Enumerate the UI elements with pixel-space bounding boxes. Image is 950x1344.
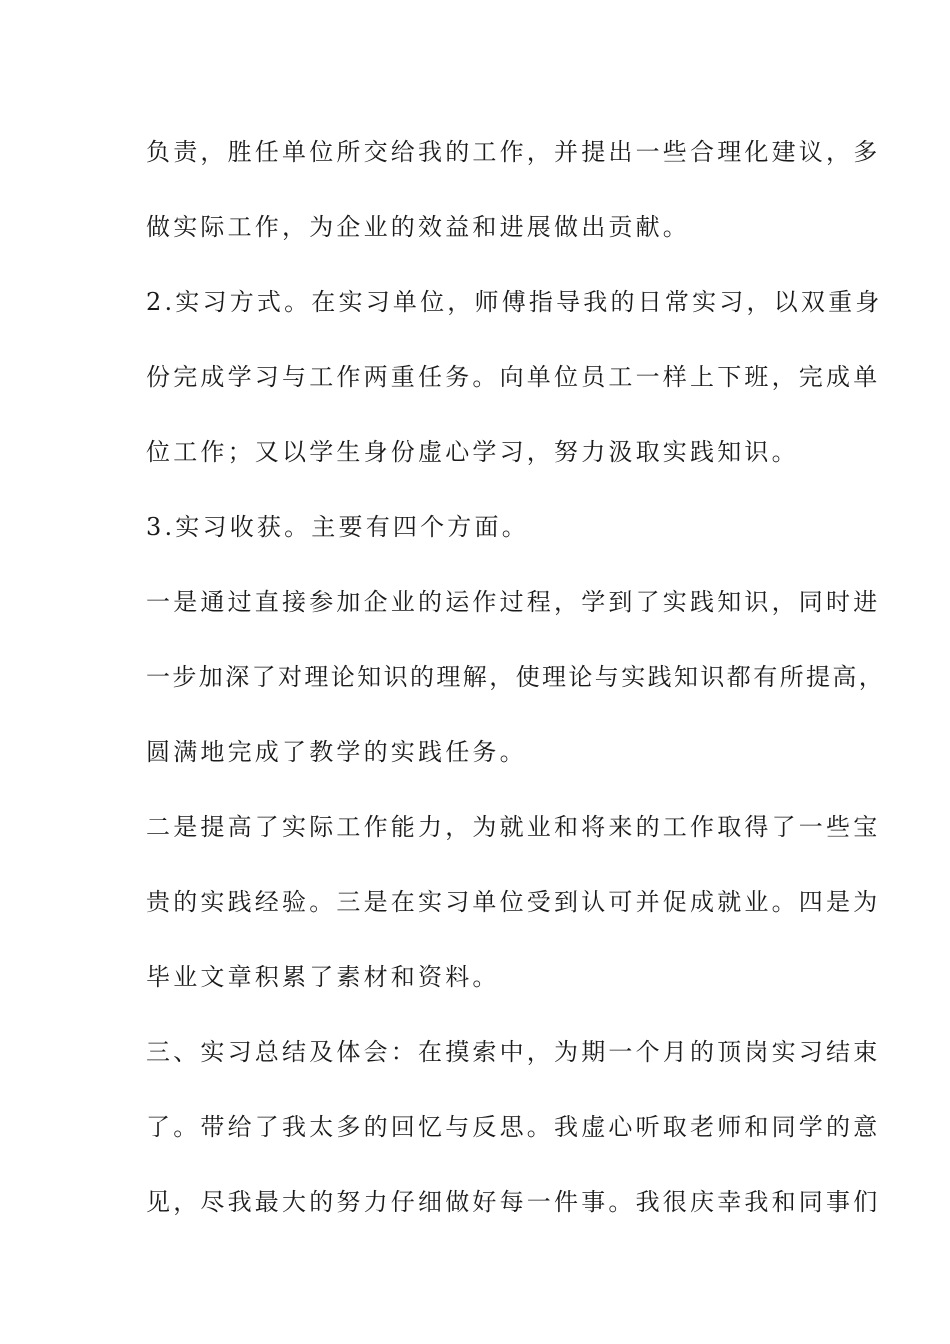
text-line: 2.实习方式。在实习单位，师傅指导我的日常实习，以双重身 (146, 288, 883, 316)
text-line: 3.实习收获。主要有四个方面。 (146, 513, 529, 541)
text-line: 三、实习总结及体会：在摸索中，为期一个月的顶岗实习结束 (146, 1038, 881, 1066)
text-line: 毕业文章积累了素材和资料。 (146, 963, 500, 991)
text-line: 份完成学习与工作两重任务。向单位员工一样上下班，完成单 (146, 363, 881, 391)
text-line: 位工作；又以学生身份虚心学习，努力汲取实践知识。 (146, 438, 799, 466)
text-line: 一步加深了对理论知识的理解，使理论与实践知识都有所提高， (146, 663, 886, 691)
text-line: 了。带给了我太多的回忆与反思。我虚心听取老师和同学的意 (146, 1113, 881, 1141)
text-line: 二是提高了实际工作能力，为就业和将来的工作取得了一些宝 (146, 813, 881, 841)
text-line: 圆满地完成了教学的实践任务。 (146, 738, 527, 766)
text-line: 贵的实践经验。三是在实习单位受到认可并促成就业。四是为 (146, 888, 881, 916)
text-line: 一是通过直接参加企业的运作过程，学到了实践知识，同时进 (146, 588, 881, 616)
text-line: 做实际工作，为企业的效益和进展做出贡献。 (146, 213, 690, 241)
text-line: 见，尽我最大的努力仔细做好每一件事。我很庆幸我和同事们 (146, 1188, 881, 1216)
text-line: 负责，胜任单位所交给我的工作，并提出一些合理化建议，多 (146, 138, 881, 166)
